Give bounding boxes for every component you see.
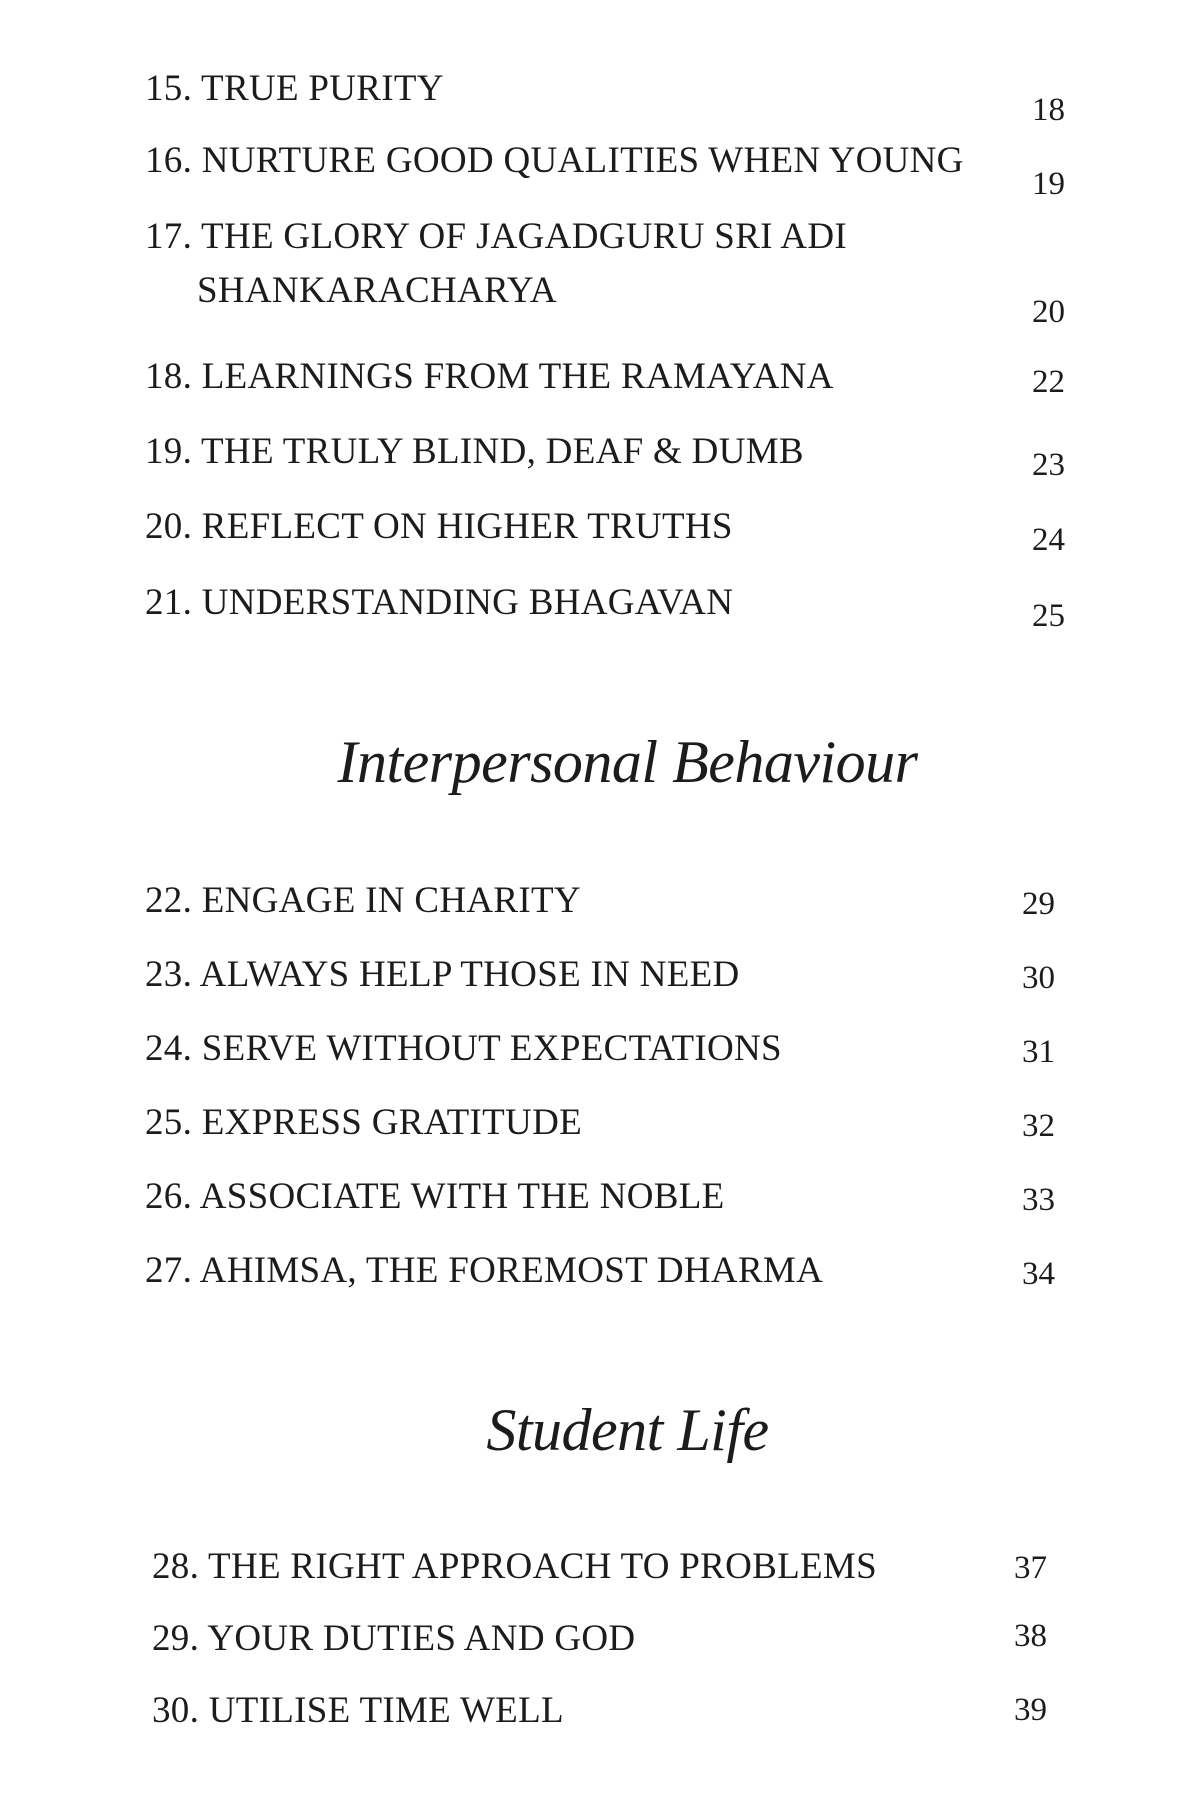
toc-entry-number: 28.: [152, 1546, 200, 1587]
toc-entry-title: UNDERSTANDING BHAGAVAN: [201, 582, 734, 623]
toc-entry-page: 39: [1014, 1692, 1047, 1728]
toc-entry-number: 22.: [145, 880, 193, 921]
toc-entry-number: 18.: [145, 356, 193, 397]
toc-entry-page: 30: [1022, 960, 1055, 996]
toc-entry-number: 29.: [152, 1618, 200, 1659]
toc-entry-page: 19: [1032, 166, 1065, 202]
toc-entry-number: 17.: [145, 216, 193, 257]
toc-entry-title: THE GLORY OF JAGADGURU SRI ADI: [201, 216, 847, 257]
toc-entry-title: SERVE WITHOUT EXPECTATIONS: [201, 1028, 782, 1069]
toc-entry-16[interactable]: [145, 134, 1065, 204]
toc-entry-25[interactable]: [145, 1096, 1065, 1166]
toc-entry-30[interactable]: [152, 1684, 1057, 1754]
toc-entry-29[interactable]: [152, 1612, 1057, 1682]
toc-entry-page: 37: [1014, 1550, 1047, 1586]
toc-entry-page: 29: [1022, 886, 1055, 922]
toc-entry-number: 26.: [145, 1176, 193, 1217]
toc-entry-label: [145, 1244, 823, 1298]
toc-entry-20[interactable]: [145, 500, 1065, 570]
toc-entry-page: 31: [1022, 1034, 1055, 1070]
toc-entry-number: 16.: [145, 140, 193, 181]
toc-entry-label: [145, 350, 834, 404]
toc-entry-page: 20: [1032, 294, 1065, 330]
toc-entry-number: 20.: [145, 506, 193, 547]
toc-entry-title: THE RIGHT APPROACH TO PROBLEMS: [208, 1546, 878, 1587]
toc-entry-label: [145, 576, 733, 630]
toc-entry-page: 33: [1022, 1182, 1055, 1218]
toc-entry-24[interactable]: [145, 1022, 1065, 1092]
toc-entry-title: THE TRULY BLIND, DEAF & DUMB: [201, 431, 804, 472]
toc-entry-number: 25.: [145, 1102, 193, 1143]
toc-entry-label: [145, 210, 847, 318]
toc-entry-title: AHIMSA, THE FOREMOST DHARMA: [199, 1250, 824, 1291]
toc-entry-27[interactable]: [145, 1244, 1065, 1314]
toc-entry-title: ASSOCIATE WITH THE NOBLE: [199, 1176, 725, 1217]
toc-entry-19[interactable]: [145, 425, 1065, 495]
toc-entry-23[interactable]: [145, 948, 1065, 1018]
toc-entry-title: YOUR DUTIES AND GOD: [207, 1618, 636, 1659]
toc-entry-label: [145, 948, 740, 1002]
toc-entry-title-line2: SHANKARACHARYA: [197, 270, 557, 311]
toc-entry-number: 15.: [145, 68, 193, 109]
toc-entry-number: 19.: [145, 431, 193, 472]
toc-entry-18[interactable]: [145, 350, 1065, 420]
toc-entry-page: 18: [1032, 92, 1065, 128]
toc-entry-15[interactable]: [145, 62, 1065, 132]
toc-entry-number: 23.: [145, 954, 193, 995]
toc-entry-title: ALWAYS HELP THOSE IN NEED: [199, 954, 740, 995]
toc-entry-label: [145, 874, 581, 928]
toc-entry-number: 27.: [145, 1250, 193, 1291]
toc-entry-title: ENGAGE IN CHARITY: [201, 880, 581, 921]
toc-entry-page: 34: [1022, 1256, 1055, 1292]
toc-entry-title: UTILISE TIME WELL: [208, 1690, 564, 1731]
toc-entry-number: 30.: [152, 1690, 200, 1731]
toc-entry-number: 21.: [145, 582, 193, 623]
toc-entry-page: 23: [1032, 447, 1065, 483]
toc-entry-28[interactable]: [152, 1540, 1057, 1610]
section-heading-interpersonal: Interpersonal Behaviour: [337, 729, 918, 795]
toc-entry-title: TRUE PURITY: [201, 68, 444, 109]
toc-entry-label: [152, 1684, 564, 1738]
toc-entry-page: 24: [1032, 522, 1065, 558]
toc-entry-page: 32: [1022, 1108, 1055, 1144]
toc-entry-label: [145, 425, 804, 479]
toc-entry-26[interactable]: [145, 1170, 1065, 1240]
toc-entry-page: 22: [1032, 364, 1065, 400]
toc-entry-21[interactable]: [145, 576, 1065, 646]
toc-entry-label: [145, 134, 964, 188]
toc-entry-22[interactable]: [145, 874, 1065, 944]
toc-entry-page: 38: [1014, 1618, 1047, 1654]
toc-entry-17[interactable]: [145, 210, 1065, 330]
toc-entry-page: 25: [1032, 598, 1065, 634]
section-heading-student-life: Student Life: [486, 1397, 769, 1463]
toc-entry-label: [145, 1096, 582, 1150]
toc-entry-title: NURTURE GOOD QUALITIES WHEN YOUNG: [201, 140, 964, 181]
toc-entry-title: LEARNINGS FROM THE RAMAYANA: [201, 356, 834, 397]
toc-entry-label: [152, 1540, 877, 1594]
toc-entry-label: [145, 1170, 725, 1224]
toc-entry-label: [145, 500, 733, 554]
toc-entry-number: 24.: [145, 1028, 193, 1069]
toc-entry-title: EXPRESS GRATITUDE: [201, 1102, 582, 1143]
toc-entry-title: REFLECT ON HIGHER TRUTHS: [201, 506, 733, 547]
toc-entry-label: [145, 1022, 782, 1076]
toc-entry-label: [145, 62, 444, 116]
toc-entry-label: [152, 1612, 635, 1666]
